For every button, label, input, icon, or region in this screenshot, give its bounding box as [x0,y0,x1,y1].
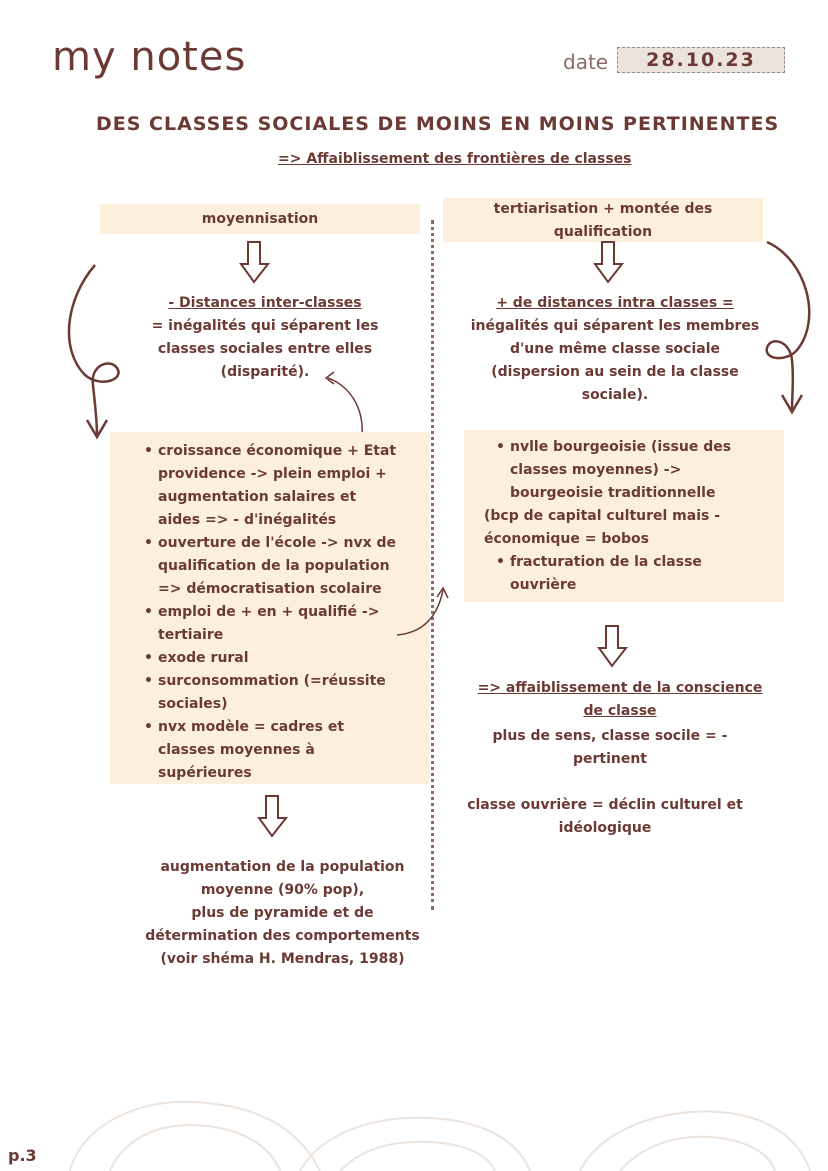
list-item: • nvx modèle = cadres et classes moyennes à supérieures [144,716,430,785]
notes-logo: my notes [52,34,247,80]
page-title: DES CLASSES SOCIALES DE MOINS EN MOINS PERTINENTES [96,113,780,135]
tertiarisation-box: tertiarisation + montée des qualification [443,198,763,242]
left-concept-line: = inégalités qui séparent les [151,318,379,334]
curved-arrow-icon [320,368,370,438]
right-bullet-list-2 [484,551,784,597]
left-concept-line: classes sociales entre elles [157,341,373,357]
left-concept [110,292,420,384]
list-item: • exode rural [144,647,430,670]
moyennisation-box [100,204,420,234]
page-subtitle: => Affaiblissement des frontières de classes [278,151,632,167]
right-bullets-box [464,430,784,602]
right-mid-text: (bcp de capital culturel mais - économique = bobos [484,508,721,547]
column-divider [431,220,434,910]
loop-arrow-icon [752,240,822,420]
left-concept-title: - Distances inter-classes [168,295,362,311]
list-item: • ouverture de l'école -> nvx de qualification de la population => démocratisation scolaire [144,532,430,601]
right-concept-title: + de distances intra classes = [496,295,734,311]
right-concept: + de distances intra classes = inégalités qui séparent les membres d'une même classe sociale (dispersion au sein de la classe sociale). [450,292,780,407]
loop-arrow-icon [55,260,135,445]
moyennisation-label: moyennisation [201,211,319,227]
right-final: classe ouvrière = déclin culturel et idéologique [467,797,743,836]
date-value: 28.10.23 [617,47,785,73]
right-conclusion: => affaiblissement de la conscience de classe [477,680,763,719]
list-item: • emploi de + en + qualifié -> tertiaire [144,601,430,647]
decorative-swirl [40,1090,828,1171]
list-item: • surconsommation (=réussite sociales) [144,670,430,716]
down-arrow-icon [256,794,290,840]
date-label: date [563,50,609,74]
down-arrow-icon [238,240,272,286]
right-bullet-list-1 [484,436,784,505]
down-arrow-icon [596,624,630,670]
right-conclusion-text: plus de sens, classe socile = - pertinent [492,728,728,767]
list-item: • nvlle bourgeoisie (issue des classes moyennes) -> bourgeoisie traditionnelle [496,436,784,505]
down-arrow-icon [592,240,626,286]
list-item: • croissance économique + Etat providence -> plein emploi + augmentation salaires et aides => - d'inégalités [144,440,430,532]
left-result: augmentation de la population moyenne (90% pop), plus de pyramide et de détermination des comportements (voir shéma H. Mendras, 1988) [145,859,420,967]
cross-arrow-icon [395,585,455,640]
list-item: • fracturation de la classe ouvrière [496,551,784,597]
left-concept-line: (disparité). [220,364,310,380]
left-bullets-box [110,432,430,784]
page-number: p.3 [8,1146,37,1165]
left-bullet-list [128,440,430,785]
